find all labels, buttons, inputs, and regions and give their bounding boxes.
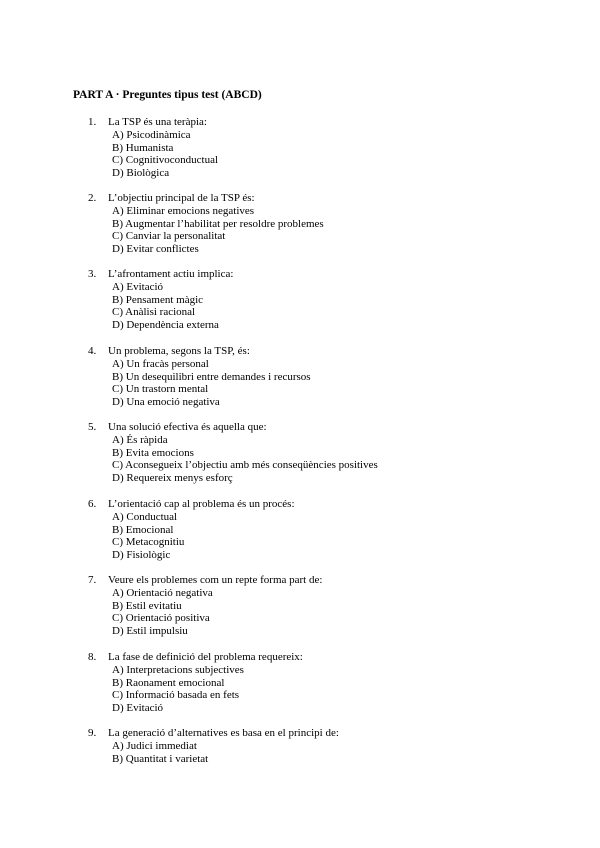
option-c: C) Aconsegueix l’objectiu amb més conseqüències positives xyxy=(112,459,378,472)
option-c: C) Informació basada en fets xyxy=(112,689,240,702)
option-c: C) Metacognitiu xyxy=(112,536,185,549)
option-d: D) Evitació xyxy=(112,701,164,714)
option-list xyxy=(112,358,311,408)
option-b: B) Pensament màgic xyxy=(112,293,204,306)
option-a: A) Evitació xyxy=(112,281,164,293)
option-d: D) Evitar conflictes xyxy=(112,242,199,255)
option-list xyxy=(112,281,219,331)
question-number: 8. xyxy=(88,651,97,663)
option-a: A) És ràpida xyxy=(112,434,168,446)
question-text: Una solució efectiva és aquella que: xyxy=(108,421,267,433)
option-a: A) Interpretacions subjectives xyxy=(112,664,244,676)
question-number: 5. xyxy=(88,421,97,433)
question-text: L’afrontament actiu implica: xyxy=(108,268,234,280)
option-d: D) Fisiològic xyxy=(112,548,171,561)
option-list xyxy=(112,129,218,179)
question-text: Un problema, segons la TSP, és: xyxy=(108,345,250,357)
question-text: La fase de definició del problema requereix: xyxy=(108,651,303,663)
option-d: D) Requereix menys esforç xyxy=(112,471,233,484)
question-number: 9. xyxy=(88,727,97,739)
option-a: A) Conductual xyxy=(112,511,178,523)
question-number: 7. xyxy=(88,574,97,586)
question-number: 1. xyxy=(88,116,97,128)
question-text: La generació d’alternatives es basa en el principi de: xyxy=(108,727,339,739)
option-list xyxy=(112,205,324,255)
option-d: D) Biològica xyxy=(112,166,170,179)
option-d: D) Una emoció negativa xyxy=(112,395,220,408)
option-list xyxy=(112,587,213,637)
option-a: A) Un fracàs personal xyxy=(112,358,209,370)
option-a: A) Judici immediat xyxy=(112,740,197,752)
option-d: D) Dependència externa xyxy=(112,318,219,331)
option-b: B) Un desequilibri entre demandes i recursos xyxy=(112,370,311,383)
option-c: C) Orientació positiva xyxy=(112,612,210,625)
question-number: 2. xyxy=(88,192,97,204)
option-a: A) Eliminar emocions negatives xyxy=(112,205,255,217)
option-list xyxy=(112,434,378,484)
option-c: C) Canviar la personalitat xyxy=(112,230,226,243)
question-number: 3. xyxy=(88,268,97,280)
option-b: B) Evita emocions xyxy=(112,446,194,459)
question-number: 6. xyxy=(88,498,97,510)
option-b: B) Augmentar l’habilitat per resoldre problemes xyxy=(112,217,324,230)
option-c: C) Cognitivoconductual xyxy=(112,154,219,167)
option-a: A) Orientació negativa xyxy=(112,587,213,599)
question-text: L’objectiu principal de la TSP és: xyxy=(108,192,255,204)
option-c: C) Anàlisi racional xyxy=(112,306,196,319)
option-list xyxy=(112,740,208,765)
option-a: A) Psicodinàmica xyxy=(112,129,191,141)
option-d: D) Estil impulsiu xyxy=(112,624,188,637)
question-text: La TSP és una teràpia: xyxy=(108,116,207,128)
question-number: 4. xyxy=(88,345,97,357)
option-b: B) Quantitat i varietat xyxy=(112,752,209,765)
option-c: C) Un trastorn mental xyxy=(112,383,209,396)
option-list xyxy=(112,511,184,561)
option-b: B) Estil evitatiu xyxy=(112,599,182,612)
option-list xyxy=(112,664,244,714)
question-text: Veure els problemes com un repte forma part de: xyxy=(108,574,323,586)
option-b: B) Humanista xyxy=(112,141,174,154)
question-text: L’orientació cap al problema és un procés: xyxy=(108,498,295,510)
section-heading: PART A · Preguntes tipus test (ABCD) xyxy=(73,89,262,101)
option-b: B) Emocional xyxy=(112,523,174,536)
option-b: B) Raonament emocional xyxy=(112,676,225,689)
